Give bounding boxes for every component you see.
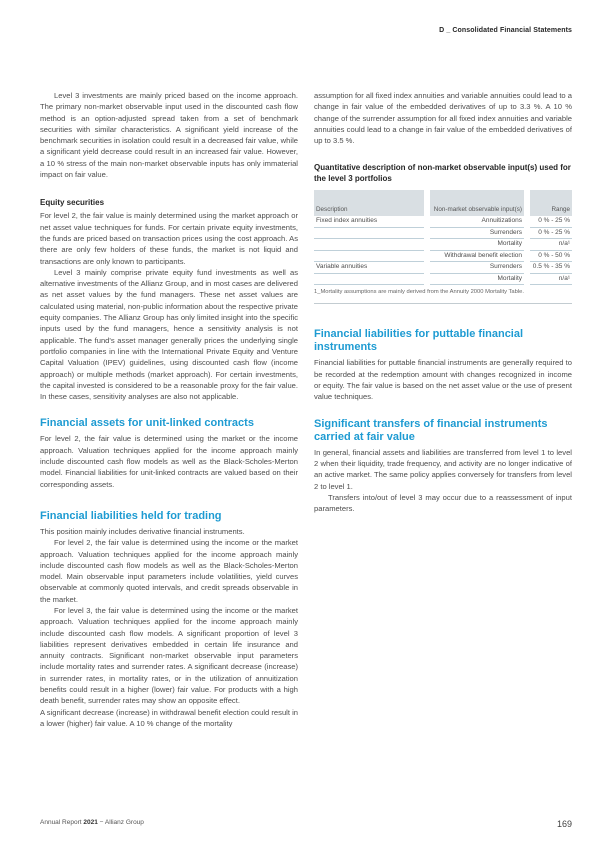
paragraph-trading-4: A significant decrease (increase) in withdrawal benefit election could result in a lower (higher) fair value. A 10 % change of the mortality	[40, 707, 298, 728]
column-header-input: Non-market observable input(s)	[430, 190, 524, 216]
cell-input: Annuitizations	[430, 216, 524, 228]
cell-description: Variable annuities	[314, 262, 424, 274]
paragraph-puttable: Financial liabilities for puttable financial instruments are generally required to be recorded at the redemption amount with changes recognized in income or equity. The fair value is based on the net asset value or the use of present value techniques.	[314, 358, 572, 402]
paragraph-equity-2: Level 3 mainly comprise private equity fund investments as well as alternative investments of the Allianz Group, and in most cases are delivered as net asset values by the fund managers. These net asset values are calculated using material, non-public information about the respective private equity companies. The Allianz Group has only limited insight into the specific inputs used by the fund managers, hence a sensitivity analysis is not applicable. The fund's asset manager generally prices the underlying single portfolio companies in line with the International Private Equity and Venture Capital Valuation (IPEV) guidelines, using discounted cash flow (income approach) or multiple methods (market approach). For certain investments, the capital invested is considered to be a reasonable proxy for the fair value. In these cases, sensitivity analyses are also not applicable.	[40, 267, 298, 402]
right-column	[314, 90, 572, 729]
heading-equity-securities: Equity securities	[40, 198, 105, 208]
table-row	[314, 228, 572, 240]
cell-range: 0 % - 25 %	[530, 228, 572, 240]
table-row	[314, 251, 572, 263]
table-row	[314, 239, 572, 251]
footer-prefix: Annual Report	[40, 819, 84, 826]
table-row	[314, 274, 572, 286]
cell-description	[314, 228, 424, 240]
paragraph-trading-3: For level 3, the fair value is determined using the income or the market approach. Valuation techniques applied for the income approach mainly include discounted cash flow models. A significant proportion of level 3 liabilities represent derivatives embedded in certain life insurance and annuity contracts. Significant non-market observable input parameters include mortality rates and surrender rates. A significant decrease (increase) in surrender rates, in mortality rates, or in the utilization of annuitization benefits could result in a higher (lower) fair value. For products with a high death benefit, surrender rates may show an opposite effect.	[40, 605, 298, 706]
paragraph-level3-income: Level 3 investments are mainly priced based on the income approach. The primary non-market observable input used in the discounted cash flow method is an option-adjusted spread taken from a set of benchmark securities with similar characteristics. A significant yield increase of the benchmark securities in isolation could result in a decreased fair value, while a significant yield decrease could result in an increased fair value. However, a 10 % stress of the main non-market observable inputs has only immaterial impact on fair value.	[40, 91, 298, 180]
cell-range: 0 % - 50 %	[530, 251, 572, 263]
footer-year: 2021	[83, 819, 98, 826]
paragraph-unit-linked: For level 2, the fair value is determined using the market or the income approach. Valuation techniques applied for the income approach mainly include discounted cash flow models as well as the Black-Scholes-Merton model. Financial liabilities for unit-linked contracts are valued based on their corresponding assets.	[40, 434, 298, 489]
cell-input: Mortality	[430, 274, 524, 286]
cell-input: Surrenders	[430, 262, 524, 274]
level3-inputs-table	[314, 190, 572, 304]
column-header-range: Range	[530, 190, 572, 216]
paragraph-equity-1: For level 2, the fair value is mainly determined using the market approach or net asset value techniques for funds. For certain private equity investments, the funds are priced based on transaction prices using the cost approach. As there are only few holders of these funds, the market is not liquid and transactions are only known to participants.	[40, 211, 298, 266]
cell-range: 0 % - 25 %	[530, 216, 572, 228]
cell-description	[314, 274, 424, 286]
page-number: 169	[556, 819, 572, 829]
footer-suffix: − Allianz Group	[97, 819, 144, 826]
breadcrumb: D _ Consolidated Financial Statements	[439, 27, 572, 34]
table-header-row	[314, 190, 572, 216]
cell-range: n/a¹	[530, 274, 572, 286]
cell-description: Fixed index annuities	[314, 216, 424, 228]
cell-range: 0.5 % - 35 %	[530, 262, 572, 274]
table-row	[314, 216, 572, 228]
column-header-description: Description	[314, 190, 424, 216]
heading-significant-transfers: Significant transfers of financial instruments carried at fair value	[314, 417, 548, 443]
two-column-layout	[40, 90, 572, 729]
table-row	[314, 262, 572, 274]
heading-liabilities-trading: Financial liabilities held for trading	[40, 509, 222, 522]
table-title: Quantitative description of non-market observable input(s) used for the level 3 portfolios	[314, 163, 571, 184]
paragraph-trading-1: This position mainly includes derivative financial instruments.	[40, 526, 245, 536]
cell-description	[314, 251, 424, 263]
left-column	[40, 90, 298, 729]
paragraph-trading-2: For level 2, the fair value is determined using the income or the market approach. Valuation techniques applied for the income approach mainly include discounted cash flow models as well as the Black-Scholes-Merton model. Main observable input parameters include volatilities, yield curves observable at commonly quoted intervals, and credit spreads observable in the market.	[40, 538, 298, 604]
report-footer	[40, 819, 144, 826]
cell-range: n/a¹	[530, 239, 572, 251]
table-end-rule	[314, 303, 572, 304]
cell-input: Withdrawal benefit election	[430, 251, 524, 263]
cell-description	[314, 239, 424, 251]
paragraph-transfers-2: Transfers into/out of level 3 may occur due to a reassessment of input parameters.	[314, 492, 572, 514]
heading-unit-linked-contracts: Financial assets for unit-linked contracts	[40, 417, 254, 430]
paragraph-transfers-1: In general, financial assets and liabilities are transferred from level 1 to level 2 when their liquidity, trade frequency, and activity are no longer indicative of an active market. The same policy applies conversely for transfers from level 2 to level 1.	[314, 447, 572, 491]
cell-input: Mortality	[430, 239, 524, 251]
heading-puttable-instruments: Financial liabilities for puttable financial instruments	[314, 328, 524, 354]
paragraph-continuation: assumption for all fixed index annuities and variable annuities could lead to a change in fair value of the embedded derivatives of up to 3.3 %. A 10 % change of the surrender assumption for all fixed index annuities and variable annuities could lead to a change in fair value of the embedded derivatives of up to 3.5 %.	[314, 91, 572, 146]
table-footnote: 1_Mortality assumptions are mainly derived from the Annuity 2000 Mortality Table.	[314, 289, 524, 296]
cell-input: Surrenders	[430, 228, 524, 240]
